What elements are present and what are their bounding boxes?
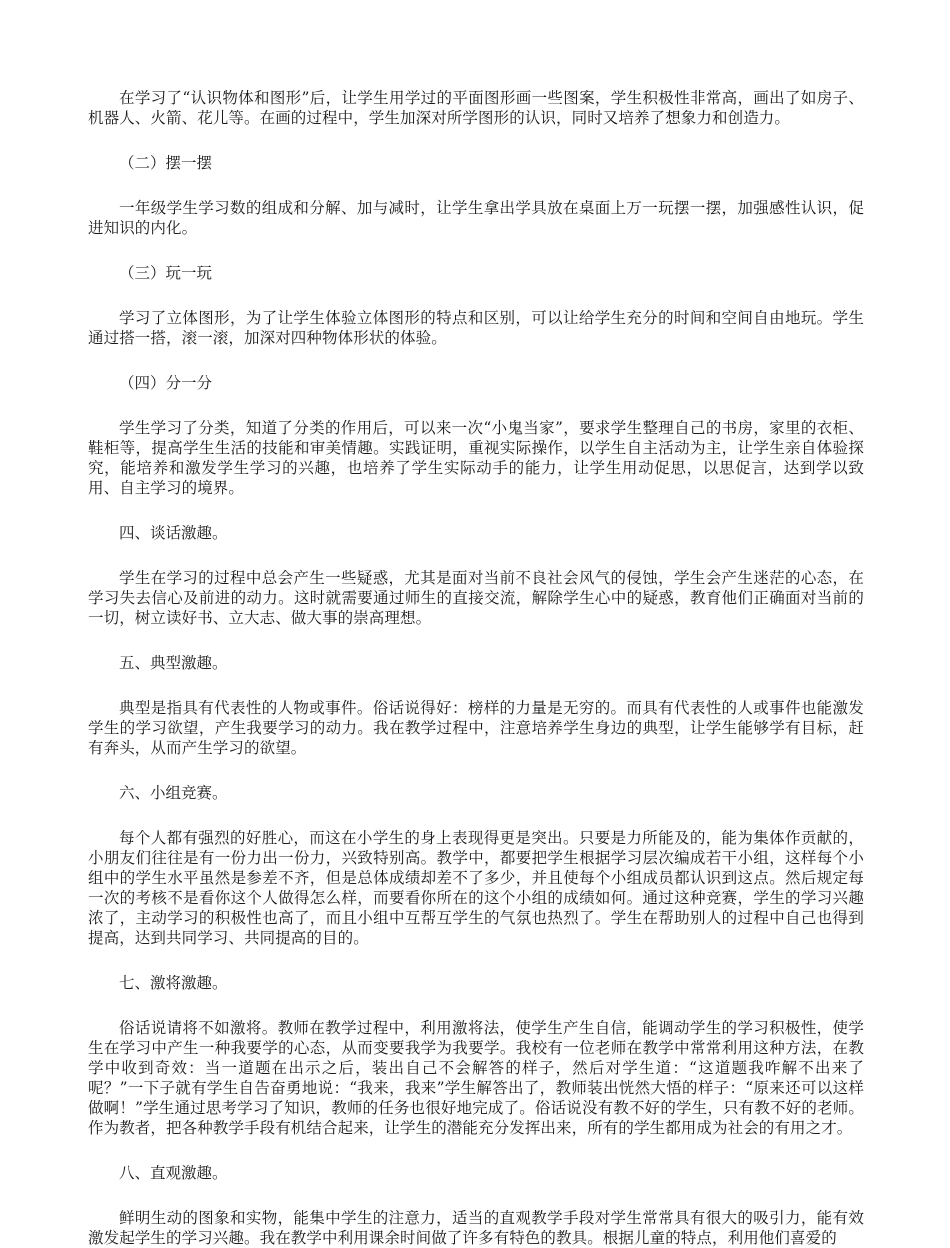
paragraph: 在学习了“认识物体和图形”后，让学生用学过的平面图形画一些图案，学生积极性非常高，画出了如房子、机器人、火箭、花儿等。在画的过程中，学生加深对所学图形的认识，同时又培养了想象力和创造力。 [88,89,864,127]
paragraph: 鲜明生动的图象和实物，能集中学生的注意力，适当的直观教学手段对学生常常具有很大的吸引力，能有效激发起学生的学习兴趣。我在教学中利用课余时间做了许多有特色的教具。根据儿童的特点，利用他们喜爱的 [88,1209,864,1247]
paragraph: 一年级学生学习数的组成和分解、加与减时，让学生拿出学具放在桌面上万一玩摆一摆，加强感性认识，促进知识的内化。 [88,199,864,237]
paragraph: 学生在学习的过程中总会产生一些疑惑，尤其是面对当前不良社会风气的侵蚀，学生会产生迷茫的心态，在学习失去信心及前进的动力。这时就需要通过师生的直接交流，解除学生心中的疑惑，教育他们正确面对当前的一切，树立读好书、立大志、做大事的崇高理想。 [88,569,864,627]
subsection-heading: （二）摆一摆 [119,154,213,172]
paragraph: 每个人都有强烈的好胜心，而这在小学生的身上表现得更是突出。只要是力所能及的，能为集体作贡献的，小朋友们往往是有一份力出一份力，兴致特别高。教学中，都要把学生根据学习层次编成若干小组，这样每个小组中的学生水平虽然是参差不齐，但是总体成绩却差不了多少，并且使每个小组成员都认识到这点。然后规定每一次的考核不是看你这个人做得怎么样，而要看你所在的这个小组的成绩如何。通过这种竞赛，学生的学习兴趣浓了，主动学习的积极性也高了，而且小组中互帮互学生的气氛也热烈了。学生在帮助别人的过程中自己也得到提高，达到共同学习、共同提高的目的。 [88,829,864,947]
subsection-heading: （三）玩一玩 [119,264,213,282]
section-heading: 四、谈话激趣。 [119,524,228,542]
paragraph: 学习了立体图形，为了让学生体验立体图形的特点和区别，可以让给学生充分的时间和空间自由地玩。学生通过搭一搭，滚一滚，加深对四种物体形状的体验。 [88,309,864,347]
paragraph: 俗话说请将不如激将。教师在教学过程中，利用激将法，使学生产生自信，能调动学生的学习积极性，使学生在学习中产生一种我要学的心态，从而变要我学为我要学。我校有一位老师在教学中常常利用这种方法，在教学中收到奇效：当一道题在出示之后，装出自己不会解答的样子，然后对学生道：“这道题我咋解不出来了呢？”一下子就有学生自告奋勇地说：“我来，我来”学生解答出了，教师装出恍然大悟的样子：“原来还可以这样做啊！”学生通过思考学习了知识，教师的任务也很好地完成了。俗话说没有教不好的学生，只有教不好的老师。作为教者，把各种教学手段有机结合起来，让学生的潜能充分发挥出来，所有的学生都用成为社会的有用之才。 [88,1019,864,1137]
paragraph: 典型是指具有代表性的人物或事件。俗话说得好：榜样的力量是无穷的。而具有代表性的人或事件也能激发学生的学习欲望，产生我要学习的动力。我在教学过程中，注意培养学生身边的典型，让学生能够学有目标，赶有奔头，从而产生学习的欲望。 [88,699,864,757]
section-heading: 六、小组竞赛。 [119,784,228,802]
document-body [88,88,864,1248]
section-heading: 七、激将激趣。 [119,974,228,992]
paragraph: 学生学习了分类，知道了分类的作用后，可以来一次“小鬼当家”，要求学生整理自己的书房，家里的衣柜、鞋柜等，提高学生生活的技能和审美情趣。实践证明，重视实际操作，以学生自主活动为主，让学生亲自体验探究，能培养和激发学生学习的兴趣，也培养了学生实际动手的能力，让学生用动促思，以思促言，达到学以致用、自主学习的境界。 [88,419,864,497]
subsection-heading: （四）分一分 [119,374,213,392]
section-heading: 八、直观激趣。 [119,1164,228,1182]
section-heading: 五、典型激趣。 [119,654,228,672]
